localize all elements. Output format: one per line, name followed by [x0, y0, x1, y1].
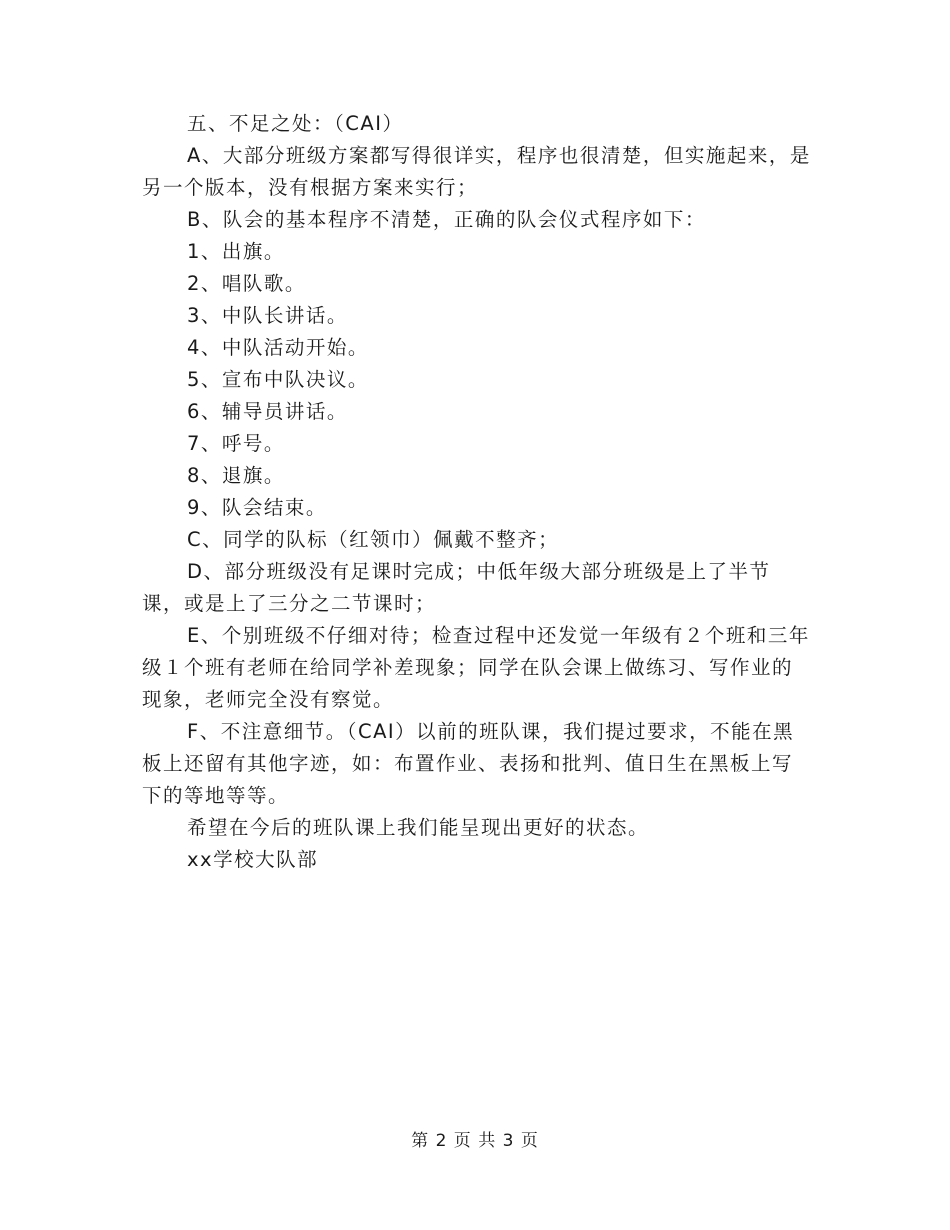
- list-item: 4、中队活动开始。: [187, 336, 369, 359]
- paragraph-c: C、同学的队标（红领巾）佩戴不整齐；: [187, 528, 560, 551]
- paragraph-e: E、个别班级不仔细对待；检查过程中还发觉一年级有２个班和三年级１个班有老师在给同学补差现象；同学在队会课上做练习、写作业的现象，老师完全没有察觉。: [142, 624, 810, 711]
- document-body: [142, 108, 812, 876]
- list-item: 6、辅导员讲话。: [187, 400, 348, 423]
- signature-line: xx学校大队部: [187, 848, 319, 871]
- list-item: 3、中队长讲话。: [187, 304, 348, 327]
- list-item: 5、宣布中队决议。: [187, 368, 369, 391]
- paragraph-a: A、大部分班级方案都写得很详实，程序也很清楚，但实施起来，是另一个版本，没有根据方案来实行；: [142, 144, 811, 199]
- list-item: 9、队会结束。: [187, 496, 327, 519]
- paragraph-b: B、队会的基本程序不清楚，正确的队会仪式程序如下：: [187, 208, 706, 231]
- paragraph-f: F、不注意细节。（CAI）以前的班队课，我们提过要求，不能在黑板上还留有其他字迹，如：布置作业、表扬和批判、值日生在黑板上写下的等地等等。: [142, 720, 795, 807]
- list-item: 2、唱队歌。: [187, 272, 306, 295]
- list-item: 7、呼号。: [187, 432, 285, 455]
- page-number-footer: 第 2 页 共 3 页: [411, 1131, 539, 1151]
- section-heading: 五、不足之处：（CAI）: [187, 112, 404, 135]
- closing-remark: 希望在今后的班队课上我们能呈现出更好的状态。: [187, 816, 650, 839]
- paragraph-d: D、部分班级没有足课时完成；中低年级大部分班级是上了半节课，或是上了三分之二节课时；: [142, 560, 771, 615]
- list-item: 1、出旗。: [187, 240, 285, 263]
- list-item: 8、退旗。: [187, 464, 285, 487]
